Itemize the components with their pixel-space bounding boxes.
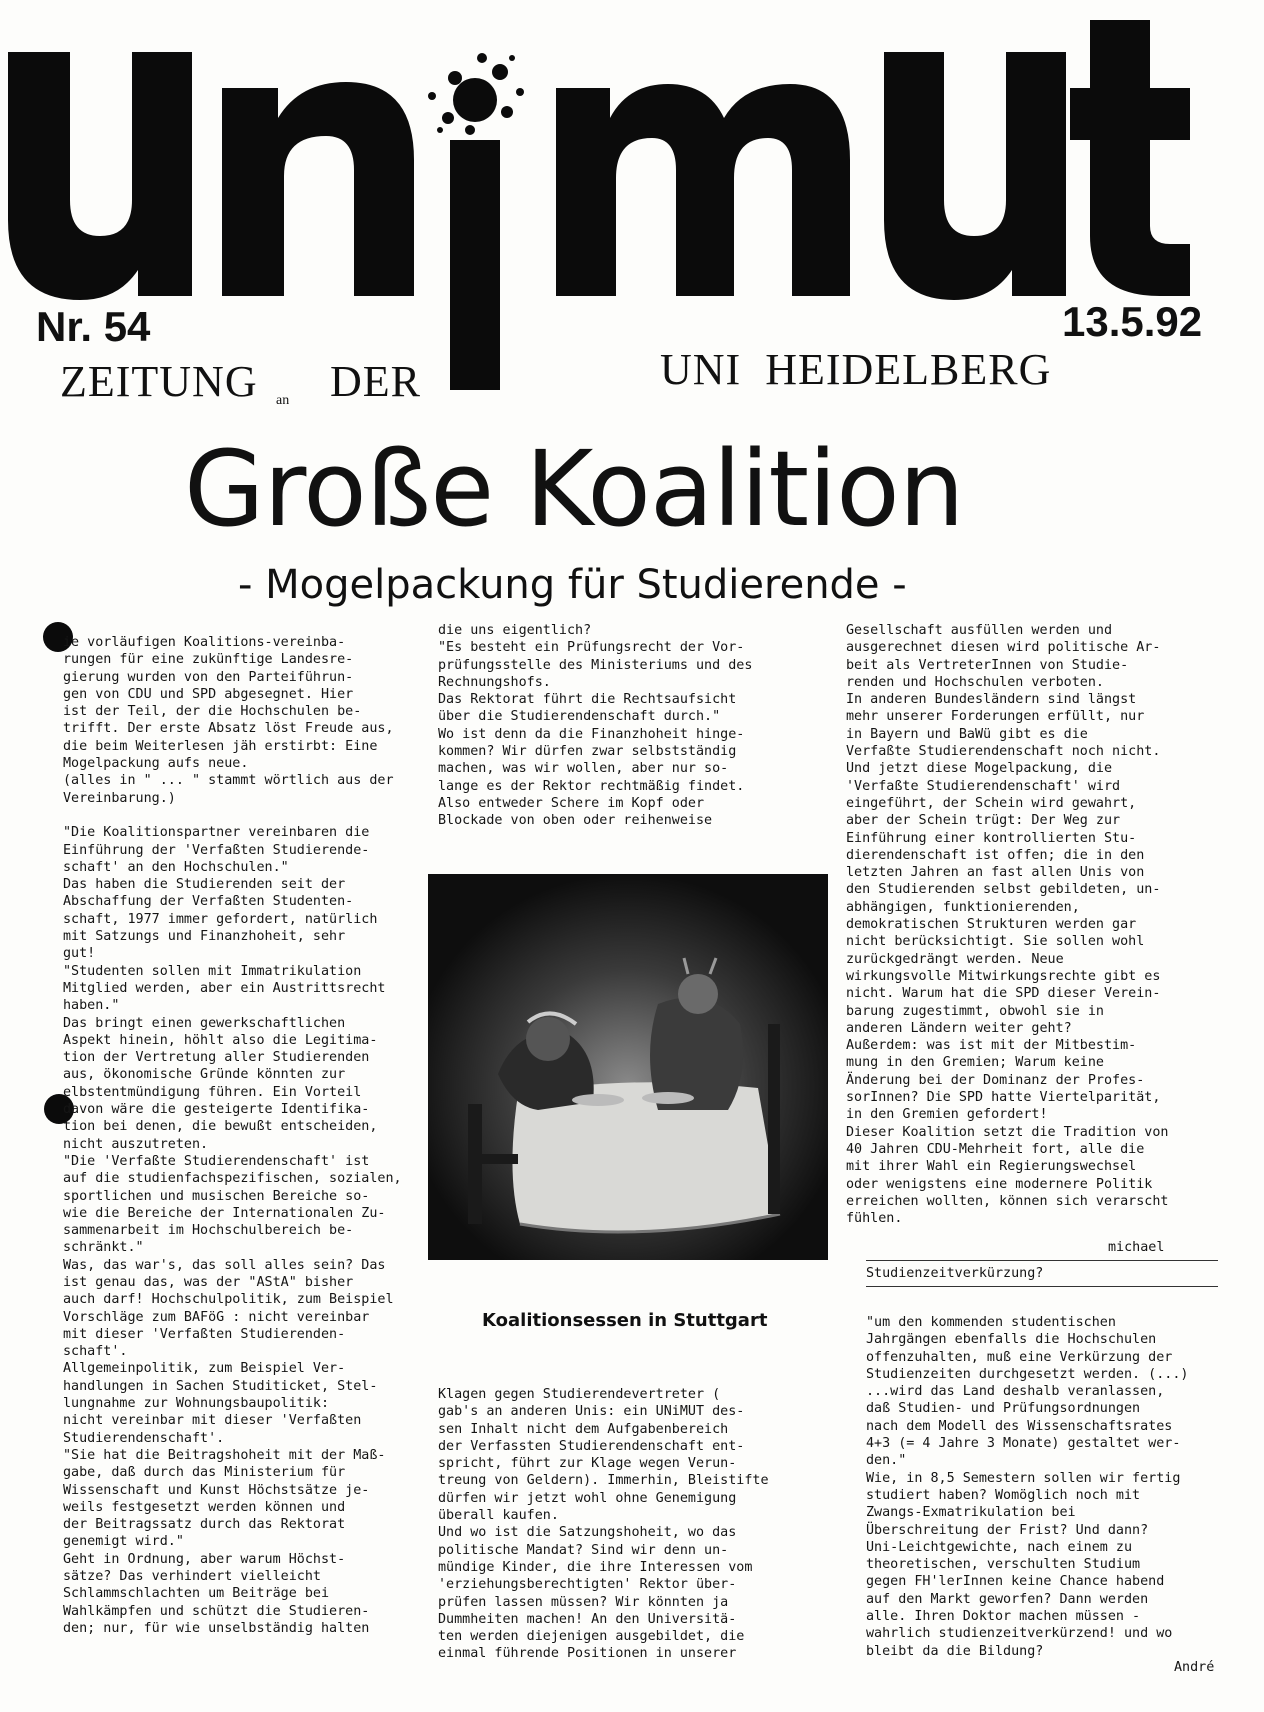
headline: Große Koalition <box>184 428 964 550</box>
logo-letter-u <box>8 52 192 300</box>
logo-letter-t <box>1070 20 1190 296</box>
subtitle-an: an <box>276 393 290 408</box>
article-column-2-top: die uns eigentlich? "Es besteht ein Prüfungsrecht der Vor- prüfungsstelle des Ministeriums und des Rechnungshofs. Das Rektorat führt die Rechtsaufsicht über die Studierendenschaft durch." Wo ist denn da die Finanzhoheit hinge- kommen? Wir dürfen zwar selbstständig machen, was wir wollen, aber nur so- lange es der Rektor rechtmäßig findet. Also entweder Schere im Kopf oder Blockade von oben oder reihenweise <box>438 623 753 829</box>
cartoon-photo <box>428 874 828 1260</box>
author-michael: michael <box>1108 1240 1165 1255</box>
article-column-3: Gesellschaft ausfüllen werden und ausgerechnet diesen wird politische Ar- beit als VertreterInnen von Studie- renden und Hochschulen verboten. In anderen Bundesländern sind längst mehr unserer Forderungen erfüllt, nur in Bayern und BaWü gibt es die Verfaßte Studierendenschaft noch nicht. Und jetzt diese Mogelpackung, die 'Verfaßte Studierendenschaft' wird eingeführt, der Schein wird gewahrt, aber der Schein trügt: Der Weg zur Einführung einer kontrollierten Stu- dierendenschaft ist offen; die in den letzten Jahren an fast allen Unis von den Studierenden selbst gebildeten, un- abhängigen, funktionierenden, demokratischen Strukturen werden gar nicht berücksichtigt. Sie sollen wohl zurückgedrängt werden. Neue wirkungsvolle Mitwirkungsrechte gibt es nicht. Warum hat die SPD dieser Verein- barung zugestimmt, obwohl sie in anderen Ländern weiter geht? Außerdem: was ist mit der Mitbestim- mung in den Gremien; Warum keine Änderung bei der Dominanz der Profes- sorInnen? Die SPD hatte Viertelparität, in den Gremien gefordert! Dieser Koalition setzt die Tradition von 40 Jahren CDU-Mehrheit fort, alle die mit ihrer Wahl ein Regierungswechsel oder wenigstens eine modernere Politik erreichen wollten, können sich verarscht fühlen. <box>846 623 1169 1227</box>
sidebar-heading: Studienzeitverkürzung? <box>866 1266 1044 1281</box>
subtitle-zeitung: ZEITUNG <box>60 357 258 406</box>
subheadline: - Mogelpackung für Studierende - <box>238 562 907 608</box>
ink-splat-icon <box>428 53 524 135</box>
sidebar-body: "um den kommenden studentischen Jahrgängen ebenfalls die Hochschulen offenzuhalten, muß eine Verkürzung der Studienzeiten durchgesetzt werden. (...) ...wird das Land deshalb veranlassen, daß Studien- und Prüfungsordnungen nach dem Modell des Wissenschaftsrates 4+3 (= 4 Jahre 3 Monate) gestaltet wer- den." Wie, in 8,5 Semestern sollen wir fertig studiert haben? Womöglich noch mit Zwangs-Exmatrikulation bei Überschreitung der Frist? Und dann? Uni-Leichtgewichte, nach einem zu theoretischen, verschulten Studium gegen FH'lerInnen keine Chance habend auf den Markt geworfen? Dann werden alle. Ihren Doktor machen müssen - wahrlich studienzeitverkürzend! und wo bleibt da die Bildung? <box>866 1315 1189 1659</box>
cartoon-illustration-icon <box>428 874 828 1260</box>
masthead-logo <box>0 0 1264 310</box>
issue-number: Nr. 54 <box>36 303 151 350</box>
section-divider <box>866 1260 1218 1261</box>
article-column-2-bottom: Klagen gegen Studierendevertreter ( gab's an anderen Unis: ein UNiMUT des- sen Inhalt nicht dem Aufgabenbereich der Verfassten Studierendenschaft ent- spricht, führt zur Klage wegen Verun- treung von Geldern). Immerhin, Bleistifte dürfen wir jetzt wohl ohne Genemigung überall kaufen. Und wo ist die Satzungshoheit, wo das politische Mandat? Sind wir denn un- mündige Kinder, die ihre Interessen vom 'erziehungsberechtigten' Rektor über- prüfen lassen müssen? Wir könnten ja Dummheiten machen! An den Universitä- ten werden diejenigen ausgebildet, die einmal führende Positionen in unserer <box>438 1387 769 1662</box>
logo-letter-u2 <box>884 52 1066 300</box>
subtitle-der: DER <box>330 357 421 406</box>
article-column-1: ie vorläufigen Koalitions-vereinba- rungen für eine zukünftige Landesre- gierung wurden von den Parteiführun- gen von CDU und SPD abgesegnet. Hier ist der Teil, der die Hochschulen be- trifft. Der erste Absatz löst Freude aus, die beim Weiterlesen jäh erstirbt: Eine Mogelpackung aufs neue. (alles in " ... " stammt wörtlich aus der Vereinbarung.) "Die Koalitionspartner vereinbaren die Einführung der 'Verfaßten Studierende- schaft' an den Hochschulen." Das haben die Studierenden seit der Abschaffung der Verfaßten Studenten- schaft, 1977 immer gefordert, natürlich mit Satzungs und Finanzhoheit, sehr gut! "Studenten sollen mit Immatrikulation Mitglied werden, aber ein Austrittsrecht haben." Das bringt einen gewerkschaftlichen Aspekt hinein, höhlt also die Legitima- tion der Vertretung aller Studierenden aus, ökonomische Gründe könnten zur elbstentmündigung führen. Ein Vorteil davon wäre die gesteigerte Identifika- tion bei denen, die bewußt entscheiden, nicht auszutreten. "Die 'Verfaßte Studierendenschaft' ist auf die studienfachspezifischen, sozialen, sportlichen und musischen Bereiche so- wie die Bereiche der Internationalen Zu- sammenarbeit im Hochschulbereich be- schränkt." Was, das war's, das soll alles sein? Das ist genau das, was der "AStA" bisher auch darf! Hochschulpolitik, zum Beispiel Vorschläge zum BAFöG : nicht vereinbar mit dieser 'Verfaßten Studierenden- schaft'. Allgemeinpolitik, zum Beispiel Ver- handlungen in Sachen Studiticket, Stel- lungnahme zur Wohnungsbaupolitik: nicht vereinbar mit dieser 'Verfaßten Studierendenschaft'. "Sie hat die Beitragshoheit mit der Maß- gabe, daß durch das Ministerium für Wissenschaft und Kunst Höchstsätze je- weils festgesetzt werden können und der Beitragssatz durch das Rektorat genemigt wird." Geht in Ordnung, aber warum Höchst- sätze? Das verhindert vielleicht Schlammschlachten um Beiträge bei Wahlkämpfen und schützt die Studieren- den; nur, für wie unselbständig halten <box>63 635 402 1636</box>
subtitle-uni-heidelberg: UNI HEIDELBERG <box>660 345 1052 394</box>
photo-caption: Koalitionsessen in Stuttgart <box>482 1310 768 1331</box>
logo-letter-n <box>222 82 414 296</box>
logo-letter-i-stem <box>450 140 500 310</box>
issue-date: 13.5.92 <box>1062 298 1203 345</box>
sidebar-divider <box>866 1286 1218 1287</box>
logo-letter-i-base <box>450 300 500 390</box>
logo-letter-m <box>556 84 850 296</box>
author-andre: André <box>1174 1660 1215 1675</box>
